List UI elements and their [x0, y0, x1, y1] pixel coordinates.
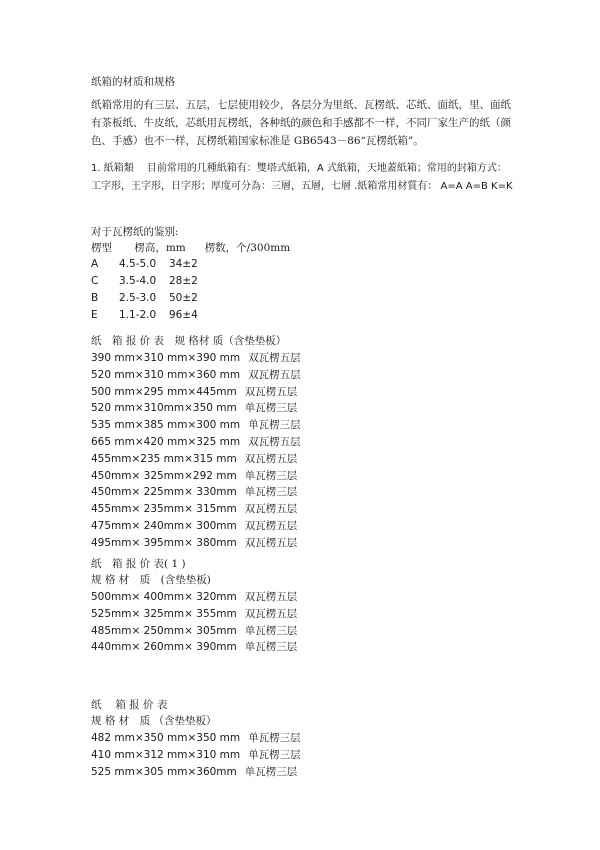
price-row	[91, 501, 297, 517]
flute-row	[91, 256, 198, 272]
price-row	[91, 400, 297, 416]
price-row	[91, 747, 301, 763]
price-row	[91, 468, 297, 484]
carton-material: 单瓦楞三层	[244, 402, 298, 415]
price-row	[91, 434, 301, 450]
flute-height: 2.5-3.0	[119, 292, 157, 304]
carton-dimensions: 450mm× 225mm× 330mm	[91, 486, 237, 499]
carton-material: 双瓦楞五层	[244, 536, 298, 549]
flute-height: 4.5-5.0	[119, 258, 157, 270]
carton-material: 单瓦楞三层	[244, 624, 298, 637]
flute-header-height: 楞高，mm	[134, 242, 186, 254]
price-row	[91, 384, 297, 400]
carton-dimensions: 525 mm×305 mm×360mm	[91, 765, 237, 778]
carton-dimensions: 665 mm×420 mm×325 mm	[91, 436, 241, 448]
carton-dimensions: 475mm× 240mm× 300mm	[91, 520, 237, 532]
flute-height: 3.5-4.0	[119, 275, 157, 287]
flute-count: 34±2	[169, 258, 198, 270]
price3-heading: 纸 箱 报 价 表	[91, 699, 168, 711]
price-row	[91, 451, 297, 467]
carton-dimensions: 535 mm×385 mm×300 mm	[91, 419, 241, 432]
flute-header-count: 楞数，个/300mm	[204, 242, 291, 254]
carton-material: 双瓦楞五层	[244, 520, 298, 532]
price3-subheading: 规 格 材 质 （含垫垫板）	[91, 715, 217, 727]
flute-type: E	[91, 309, 98, 321]
price-row	[91, 535, 297, 551]
price2-subheading: 规 格 材 质 (含垫垫板)	[91, 574, 211, 586]
carton-dimensions: 500mm× 400mm× 320mm	[91, 591, 237, 603]
carton-material: 双瓦楞五层	[244, 591, 298, 603]
carton-material: 单瓦楞三层	[244, 469, 298, 482]
price-row	[91, 417, 301, 433]
carton-dimensions: 450mm× 325mm×292 mm	[91, 469, 237, 482]
carton-material: 双瓦楞五层	[248, 436, 301, 448]
flute-type: B	[91, 292, 99, 304]
carton-material: 双瓦楞五层	[248, 368, 301, 381]
carton-dimensions: 390 mm×310 mm×390 mm	[91, 352, 241, 364]
doc-title: 纸箱的材质和规格	[91, 76, 175, 88]
carton-material: 双瓦楞五层	[244, 452, 298, 465]
carton-dimensions: 455mm×235 mm×315 mm	[91, 452, 237, 465]
flute-header-type: 楞型	[91, 242, 112, 254]
carton-material: 双瓦楞五层	[244, 385, 298, 398]
carton-dimensions: 500 mm×295 mm×445mm	[91, 385, 237, 398]
price-row	[91, 350, 301, 366]
flute-heading: 对于瓦楞纸的鉴别:	[91, 226, 179, 238]
carton-material: 单瓦楞三层	[248, 732, 301, 744]
carton-dimensions: 525mm× 325mm× 355mm	[91, 607, 237, 620]
price-row	[91, 367, 301, 383]
price-row	[91, 764, 297, 780]
carton-dimensions: 485mm× 250mm× 305mm	[91, 624, 237, 637]
carton-dimensions: 440mm× 260mm× 390mm	[91, 641, 237, 654]
carton-dimensions: 410 mm×312 mm×310 mm	[91, 748, 241, 761]
price-row	[91, 589, 297, 605]
flute-count: 28±2	[169, 275, 198, 287]
carton-material: 单瓦楞三层	[248, 748, 301, 761]
intro-paragraph: 纸箱常用的有三层、五层，七层使用较少，各层分为里纸、瓦楞纸、芯纸、面纸，里、面纸有茶板纸、牛皮纸，芯纸用瓦楞纸，各种纸的颜色和手感都不一样，不同厂家生产的纸（颜色、手感）也不一样，瓦楞纸箱国家标准是 GB6543－86“瓦楞纸箱”。	[91, 99, 511, 147]
carton-types-paragraph: 1. 紙箱類 目前常用的几種紙箱有：雙塔式紙箱，A 式紙箱，天地蓋紙箱；常用的封箱方式：工字形，王字形，日字形；厚度可分為：三層，五層，七層 .紙箱常用材質有： A=A A=B K=K	[91, 163, 513, 192]
carton-dimensions: 482 mm×350 mm×350 mm	[91, 732, 241, 744]
flute-type: C	[91, 275, 99, 287]
price1-heading: 纸 箱 报 价 表 规 格材 质（含垫垫板）	[91, 335, 287, 347]
carton-material: 单瓦楞三层	[244, 765, 298, 778]
carton-material: 单瓦楞三层	[244, 641, 298, 654]
flute-row	[91, 290, 198, 306]
carton-material: 单瓦楞三层	[244, 486, 298, 499]
carton-material: 双瓦楞五层	[248, 352, 301, 364]
flute-type: A	[91, 258, 99, 270]
flute-table-header	[91, 240, 290, 256]
price2-heading: 纸 箱 报 价 表( 1 )	[91, 558, 186, 570]
flute-count: 50±2	[169, 292, 198, 304]
price-row	[91, 484, 297, 500]
price-row	[91, 606, 297, 622]
flute-count: 96±4	[169, 309, 198, 321]
flute-height: 1.1-2.0	[119, 309, 157, 321]
carton-material: 双瓦楞五层	[244, 503, 298, 516]
carton-dimensions: 455mm× 235mm× 315mm	[91, 503, 237, 516]
price-row	[91, 623, 297, 639]
price-row	[91, 730, 301, 746]
flute-row	[91, 307, 198, 323]
carton-dimensions: 495mm× 395mm× 380mm	[91, 536, 237, 549]
price-row	[91, 518, 297, 534]
carton-dimensions: 520 mm×310 mm×360 mm	[91, 368, 241, 381]
flute-row	[91, 273, 198, 289]
price-row	[91, 639, 297, 655]
carton-material: 单瓦楞三层	[248, 419, 301, 432]
carton-material: 双瓦楞五层	[244, 607, 298, 620]
carton-dimensions: 520 mm×310mm×350 mm	[91, 402, 237, 415]
